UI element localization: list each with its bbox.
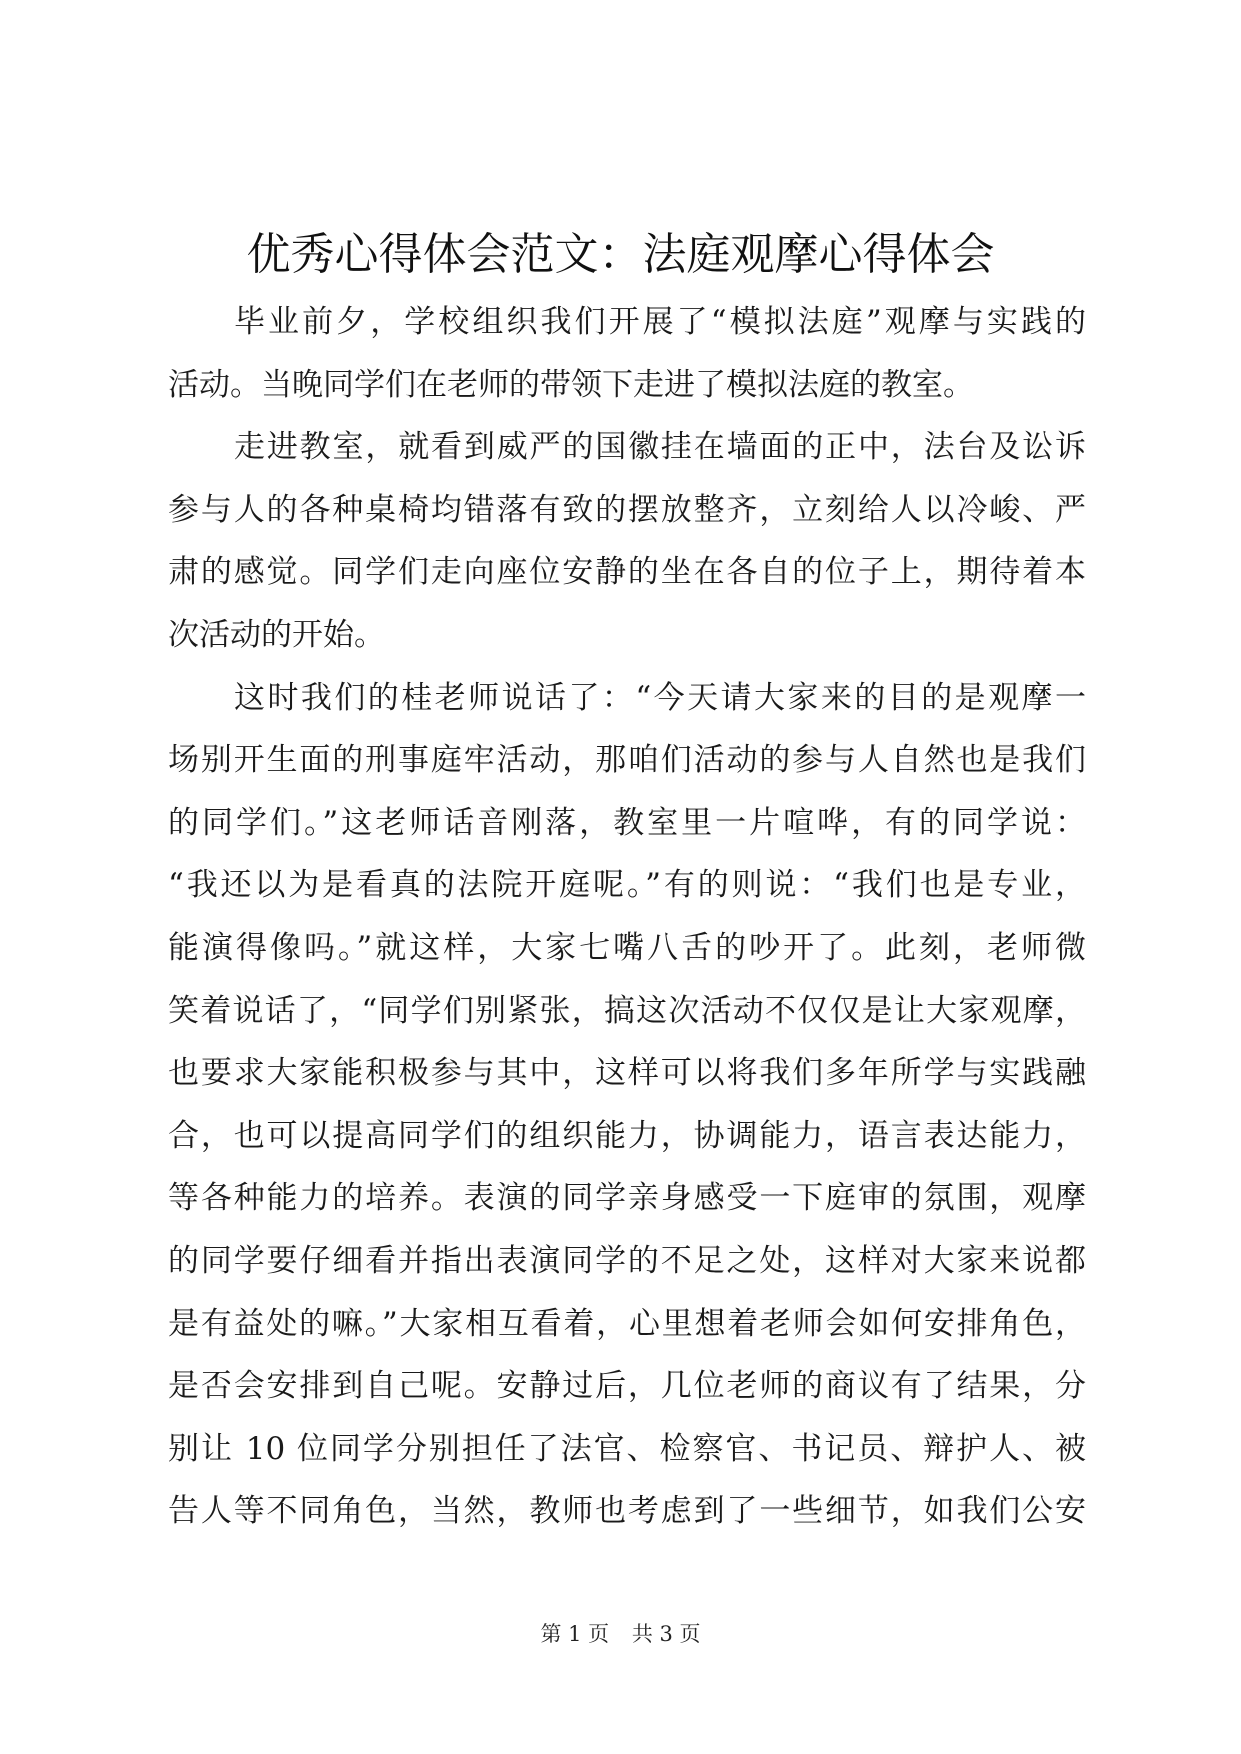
paragraph-line: 的同学们。”这老师话音刚落，教室里一片喧哗，有的同学说： xyxy=(168,804,1086,841)
page-number: 第 1 页 xyxy=(540,1622,610,1646)
paragraph-line: “我还以为是看真的法院开庭呢。”有的则说：“我们也是专业， xyxy=(168,867,1086,904)
page-footer xyxy=(0,1620,1241,1648)
paragraph-line: 告人等不同角色，当然，教师也考虑到了一些细节，如我们公安 xyxy=(168,1493,1086,1530)
document-body xyxy=(168,291,1086,1543)
paragraph-line: 这时我们的桂老师说话了：“今天请大家来的目的是观摩一 xyxy=(234,679,1086,716)
paragraph-line: 活动。当晚同学们在老师的带领下走进了模拟法庭的教室。 xyxy=(168,366,974,403)
paragraph-line: 也要求大家能积极参与其中，这样可以将我们多年所学与实践融 xyxy=(168,1055,1086,1092)
paragraph-line: 走进教室，就看到威严的国徽挂在墙面的正中，法台及讼诉 xyxy=(234,429,1086,466)
paragraph-line: 是有益处的嘛。”大家相互看着，心里想着老师会如何安排角色， xyxy=(168,1305,1086,1342)
page-count: 共 3 页 xyxy=(631,1622,701,1646)
paragraph-line: 是否会安排到自己呢。安静过后，几位老师的商议有了结果，分 xyxy=(168,1368,1086,1405)
paragraph-line: 别让 10 位同学分别担任了法官、检察官、书记员、辩护人、被 xyxy=(168,1430,1086,1467)
paragraph-line: 参与人的各种桌椅均错落有致的摆放整齐，立刻给人以冷峻、严 xyxy=(168,491,1086,528)
paragraph-line: 笑着说话了，“同学们别紧张，搞这次活动不仅仅是让大家观摩， xyxy=(168,992,1086,1029)
paragraph-line: 肃的感觉。同学们走向座位安静的坐在各自的位子上，期待着本 xyxy=(168,554,1086,591)
paragraph-line: 次活动的开始。 xyxy=(168,616,385,653)
paragraph-line: 等各种能力的培养。表演的同学亲身感受一下庭审的氛围，观摩 xyxy=(168,1180,1086,1217)
paragraph-line: 的同学要仔细看并指出表演同学的不足之处，这样对大家来说都 xyxy=(168,1242,1086,1279)
paragraph-line: 合，也可以提高同学们的组织能力，协调能力，语言表达能力， xyxy=(168,1117,1086,1154)
paragraph-line: 毕业前夕，学校组织我们开展了“模拟法庭”观摩与实践的 xyxy=(234,304,1086,340)
paragraph-line: 场别开生面的刑事庭牢活动，那咱们活动的参与人自然也是我们 xyxy=(168,742,1086,779)
document-title: 优秀心得体会范文：法庭观摩心得体会 xyxy=(246,229,995,280)
paragraph-line: 能演得像吗。”就这样，大家七嘴八舌的吵开了。此刻，老师微 xyxy=(168,929,1086,966)
